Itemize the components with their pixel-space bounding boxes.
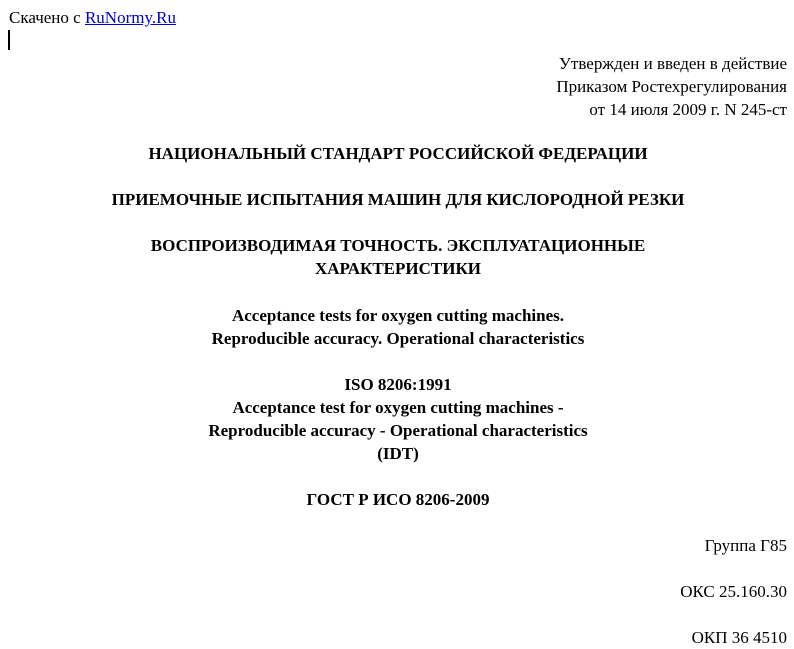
approval-line-3: от 14 июля 2009 г. N 245-ст bbox=[589, 100, 787, 119]
download-prefix: Скачено с bbox=[9, 8, 85, 27]
group-classification: Группа Г85 bbox=[704, 536, 787, 555]
iso-title-line-1: Acceptance test for oxygen cutting machines - bbox=[232, 398, 564, 417]
subtitle-line-2: ХАРАКТЕРИСТИКИ bbox=[314, 259, 482, 278]
subtitle-line-1: ВОСПРОИЗВОДИМАЯ ТОЧНОСТЬ. ЭКСПЛУАТАЦИОННЫЕ bbox=[150, 236, 646, 255]
iso-reference-block bbox=[0, 373, 794, 465]
approval-block bbox=[556, 52, 787, 121]
english-title-line-1: Acceptance tests for oxygen cutting machines. bbox=[231, 306, 565, 325]
iso-title-line-2: Reproducible accuracy - Operational characteristics bbox=[208, 421, 588, 440]
english-title bbox=[0, 304, 794, 350]
approval-line-2: Приказом Ростехрегулирования bbox=[556, 77, 787, 96]
iso-number: ISO 8206:1991 bbox=[344, 375, 452, 394]
okp-classification: ОКП 36 4510 bbox=[691, 628, 787, 647]
download-source-line bbox=[9, 6, 176, 29]
runormy-link[interactable]: RuNormy.Ru bbox=[84, 8, 176, 27]
document-main-title: ПРИЕМОЧНЫЕ ИСПЫТАНИЯ МАШИН ДЛЯ КИСЛОРОДНОЙ РЕЗКИ bbox=[111, 190, 685, 209]
approval-line-1: Утвержден и введен в действие bbox=[558, 54, 787, 73]
oks-classification: ОКС 25.160.30 bbox=[680, 582, 787, 601]
national-standard-heading: НАЦИОНАЛЬНЫЙ СТАНДАРТ РОССИЙСКОЙ ФЕДЕРАЦИИ bbox=[148, 144, 648, 163]
iso-identity-marker: (IDT) bbox=[377, 444, 419, 463]
english-title-line-2: Reproducible accuracy. Operational characteristics bbox=[211, 329, 585, 348]
text-cursor bbox=[8, 30, 10, 50]
gost-designation: ГОСТ Р ИСО 8206-2009 bbox=[306, 490, 490, 509]
document-subtitle bbox=[0, 234, 794, 280]
